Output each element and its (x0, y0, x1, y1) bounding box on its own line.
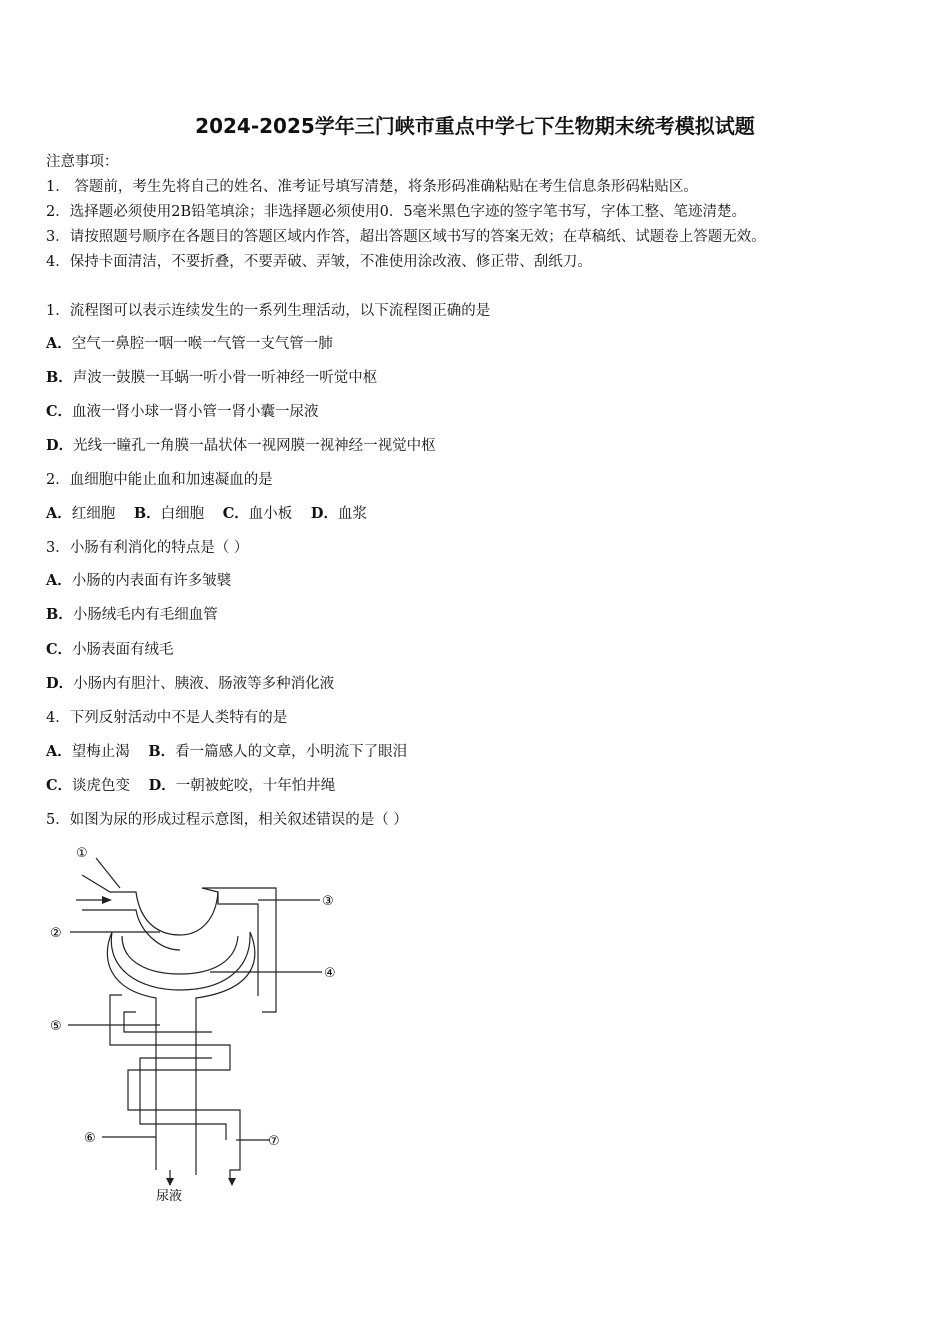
option-text: 血液一肾小球一肾小管一肾小囊一尿液 (72, 404, 319, 420)
vessel-arrowhead (228, 1178, 236, 1186)
option-text: 小肠内有胆汁、胰液、肠液等多种消化液 (73, 676, 335, 692)
leader-1 (96, 858, 120, 888)
option-letter: D． (148, 777, 176, 794)
urine-label: 尿液 (156, 1189, 183, 1204)
option (223, 506, 293, 522)
option-text: 谈虎色变 (72, 778, 131, 794)
page-title: 2024-2025学年三门峡市重点中学七下生物期末统考模拟试题 (195, 114, 755, 138)
option-text: 小肠表面有绒毛 (72, 642, 174, 658)
option-letter: B． (46, 369, 73, 386)
option-row (46, 674, 334, 694)
bowmans-capsule-outer (111, 932, 250, 990)
question-stem: 3．小肠有利消化的特点是（ ） (46, 540, 249, 556)
option-row (46, 571, 231, 591)
option-text: 一朝被蛇咬，十年怕井绳 (175, 778, 336, 794)
option-letter: A． (46, 335, 72, 352)
option-row (46, 776, 349, 796)
option-letter: B． (148, 743, 176, 760)
option-text: 血小板 (248, 506, 293, 522)
notice-item: 2．选择题必须使用2B铅笔填涂；非选择题必须使用0．5毫米黑色字迹的签字笔书写，字体工整、笔迹清楚。 (46, 204, 747, 220)
option-letter: A． (46, 505, 72, 522)
option-row (46, 742, 421, 762)
option-letter: B． (133, 505, 161, 522)
label-7: ⑦ (268, 1134, 280, 1149)
option-text: 红细胞 (71, 506, 116, 522)
label-2: ② (50, 926, 62, 941)
option-text: 血浆 (337, 506, 367, 522)
option-text: 看一篇感人的文章，小明流下了眼泪 (175, 744, 408, 760)
option (46, 778, 130, 794)
notice-item: 4．保持卡面清洁，不要折叠，不要弄破、弄皱，不准使用涂改液、修正带、刮纸刀。 (46, 254, 592, 270)
option-letter: C． (46, 777, 73, 794)
option-row (46, 640, 174, 660)
option-letter: C． (46, 403, 73, 420)
notice-heading: 注意事项： (46, 154, 119, 170)
question-stem: 5．如图为尿的形成过程示意图，相关叙述错误的是（ ） (46, 812, 408, 828)
nephron-diagram (40, 840, 360, 1210)
option-text: 光线一瞳孔一角膜一晶状体一视网膜一视神经一视觉中枢 (73, 438, 436, 454)
label-5: ⑤ (50, 1019, 62, 1034)
tubule-right (196, 932, 255, 1175)
afferent-arteriole-inner (82, 910, 180, 950)
option-letter: B． (46, 606, 73, 623)
question-stem: 2．血细胞中能止血和加速凝血的是 (46, 472, 273, 488)
option-row (46, 504, 381, 524)
option-text: 小肠绒毛内有毛细血管 (72, 607, 218, 623)
option (46, 744, 130, 760)
option (311, 506, 367, 522)
option-text: 空气一鼻腔一咽一喉一气管一支气管一肺 (71, 336, 333, 352)
label-4: ④ (324, 966, 336, 981)
label-6: ⑥ (84, 1131, 96, 1146)
option-letter: D． (46, 675, 74, 692)
tubule-left (107, 932, 156, 1170)
tubule-convolution-mid (124, 1012, 212, 1032)
option-letter: C． (222, 505, 249, 522)
option-letter: A． (46, 572, 72, 589)
urine-arrowhead (166, 1178, 174, 1186)
option-row (46, 436, 436, 456)
label-1: ① (76, 846, 88, 861)
option-text: 声波一鼓膜一耳蜗一听小骨一听神经一听觉中枢 (72, 370, 378, 386)
afferent-arteriole (82, 875, 218, 935)
option-row (46, 605, 218, 625)
option (149, 778, 336, 794)
question-stem: 1．流程图可以表示连续发生的一系列生理活动，以下流程图正确的是 (46, 303, 491, 319)
label-3: ③ (322, 894, 334, 909)
capillary-exit (230, 1140, 240, 1180)
option-letter: A． (46, 743, 72, 760)
option-text: 望梅止渴 (71, 744, 130, 760)
option-letter: D． (46, 437, 74, 454)
option-text: 白细胞 (160, 506, 205, 522)
option (46, 506, 115, 522)
option (148, 744, 407, 760)
question-stem: 4．下列反射活动中不是人类特有的是 (46, 710, 288, 726)
option-row (46, 402, 319, 422)
option-text: 小肠的内表面有许多皱襞 (71, 573, 232, 589)
option-row (46, 334, 333, 354)
option-letter: D． (310, 505, 338, 522)
inflow-arrowhead (102, 896, 112, 904)
option-row (46, 368, 377, 388)
notice-item: 1． 答题前，考生先将自己的姓名、准考证号填写清楚，将条形码准确粘贴在考生信息条形码粘贴区。 (46, 179, 698, 195)
option (134, 506, 204, 522)
option-letter: C． (46, 641, 73, 658)
notice-item: 3．请按照题号顺序在各题目的答题区域内作答，超出答题区域书写的答案无效；在草稿纸、试题卷上答题无效。 (46, 229, 766, 245)
efferent-vessel (202, 888, 276, 1012)
bowmans-capsule-inner (122, 936, 238, 974)
tubule-convolution-outer (110, 995, 240, 1140)
